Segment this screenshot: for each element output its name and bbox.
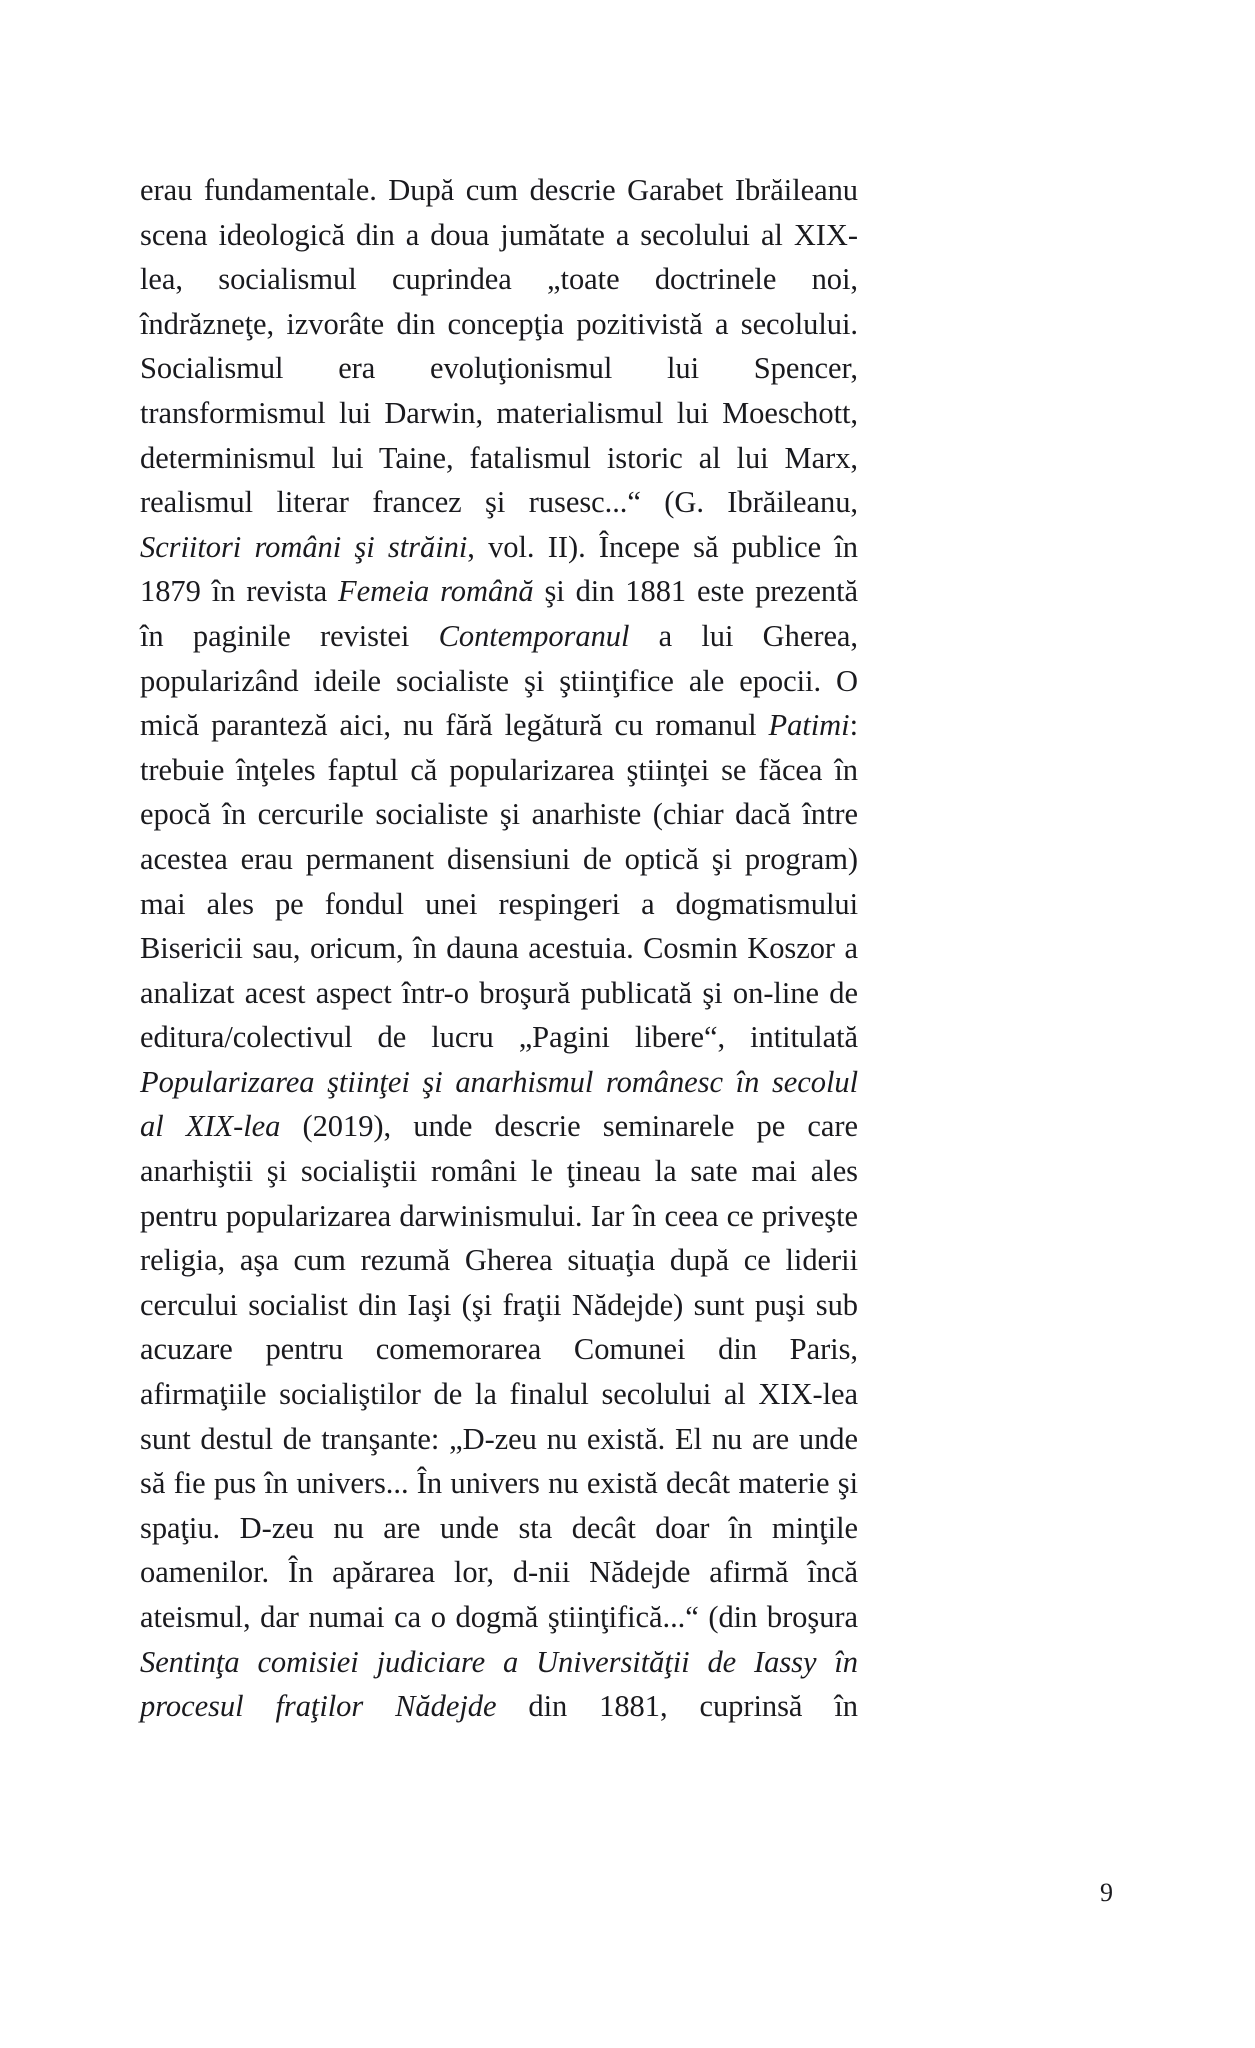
italic-title-run: Contemporanul — [438, 618, 630, 653]
italic-title-run: Popularizarea ştiinţei şi anarhismul românesc în secolul al XIX-lea — [140, 1064, 858, 1144]
italic-title-run: Patimi — [768, 708, 850, 743]
page-number: 9 — [1100, 1878, 1113, 1907]
body-text-block — [140, 168, 858, 1729]
roman-text-run: (2019), unde descrie seminarele pe care anarhiştii şi socialiştii români le ţineau la sate mai ales pentru popularizarea darwinismului. Iar în ceea ce priveşte religia, aşa cum rezumă Gherea situaţia după ce liderii cercului socialist din Iaşi (şi fraţii Nădejde) sunt puşi sub acuzare pentru comemorarea Comunei din Paris, afirmaţiile socialiştilor de la finalul secolului al XIX-lea sunt destul de tranşante: „D-zeu nu există. El nu are unde să fie pus în univers... În univers nu există decât materie şi spaţiu. D-zeu nu are unde sta decât doar în minţile oamenilor. În apărarea lor, d-nii Nădejde afirmă încă ateismul, dar numai ca o dogmă ştiinţifică...“ (din broşura — [140, 1109, 858, 1634]
roman-text-run: din 1881, cuprinsă în — [496, 1689, 858, 1724]
body-paragraph — [140, 168, 858, 1729]
italic-title-run: Femeia română — [338, 574, 534, 609]
roman-text-run: , vol. II). Începe să publice în 1879 în revista — [140, 529, 858, 609]
roman-text-run: a lui Gherea, popularizând ideile socialiste şi ştiinţifice ale epocii. O mică paranteză aici, nu fără legătură cu romanul — [140, 618, 858, 743]
italic-title-run: Sentinţa comisiei judiciare a Universităţii de Iassy în procesul fraţilor Nădejde — [140, 1644, 858, 1724]
roman-text-run: : trebuie înţeles faptul că popularizarea ştiinţei se făcea în epocă în cercurile socialiste şi anarhiste (chiar dacă între acestea erau permanent disensiuni de optică şi program) mai ales pe fondul unei respingeri a dogmatismului Bisericii sau, oricum, în dauna acestuia. Cosmin Koszor a analizat acest aspect într-o broşură publicată şi on-line de editura/colectivul de lucru „Pagini libere“, intitulată — [140, 708, 858, 1055]
roman-text-run: şi din 1881 este prezentă în paginile revistei — [140, 574, 858, 653]
roman-text-run: erau fundamentale. După cum descrie Garabet Ibrăileanu scena ideologică din a doua jumătate a secolului al XIX-lea, socialismul cuprindea „toate doctrinele noi, îndrăzneţe, izvorâte din concepţia pozitivistă a secolului. Socialismul era evoluţionismul lui Spencer, transformismul lui Darwin, materialismul lui Moeschott, determinismul lui Taine, fatalismul istoric al lui Marx, realismul literar francez şi rusesc...“ (G. Ibrăileanu, — [140, 173, 858, 520]
italic-title-run: Scriitori români şi străini — [140, 529, 468, 564]
